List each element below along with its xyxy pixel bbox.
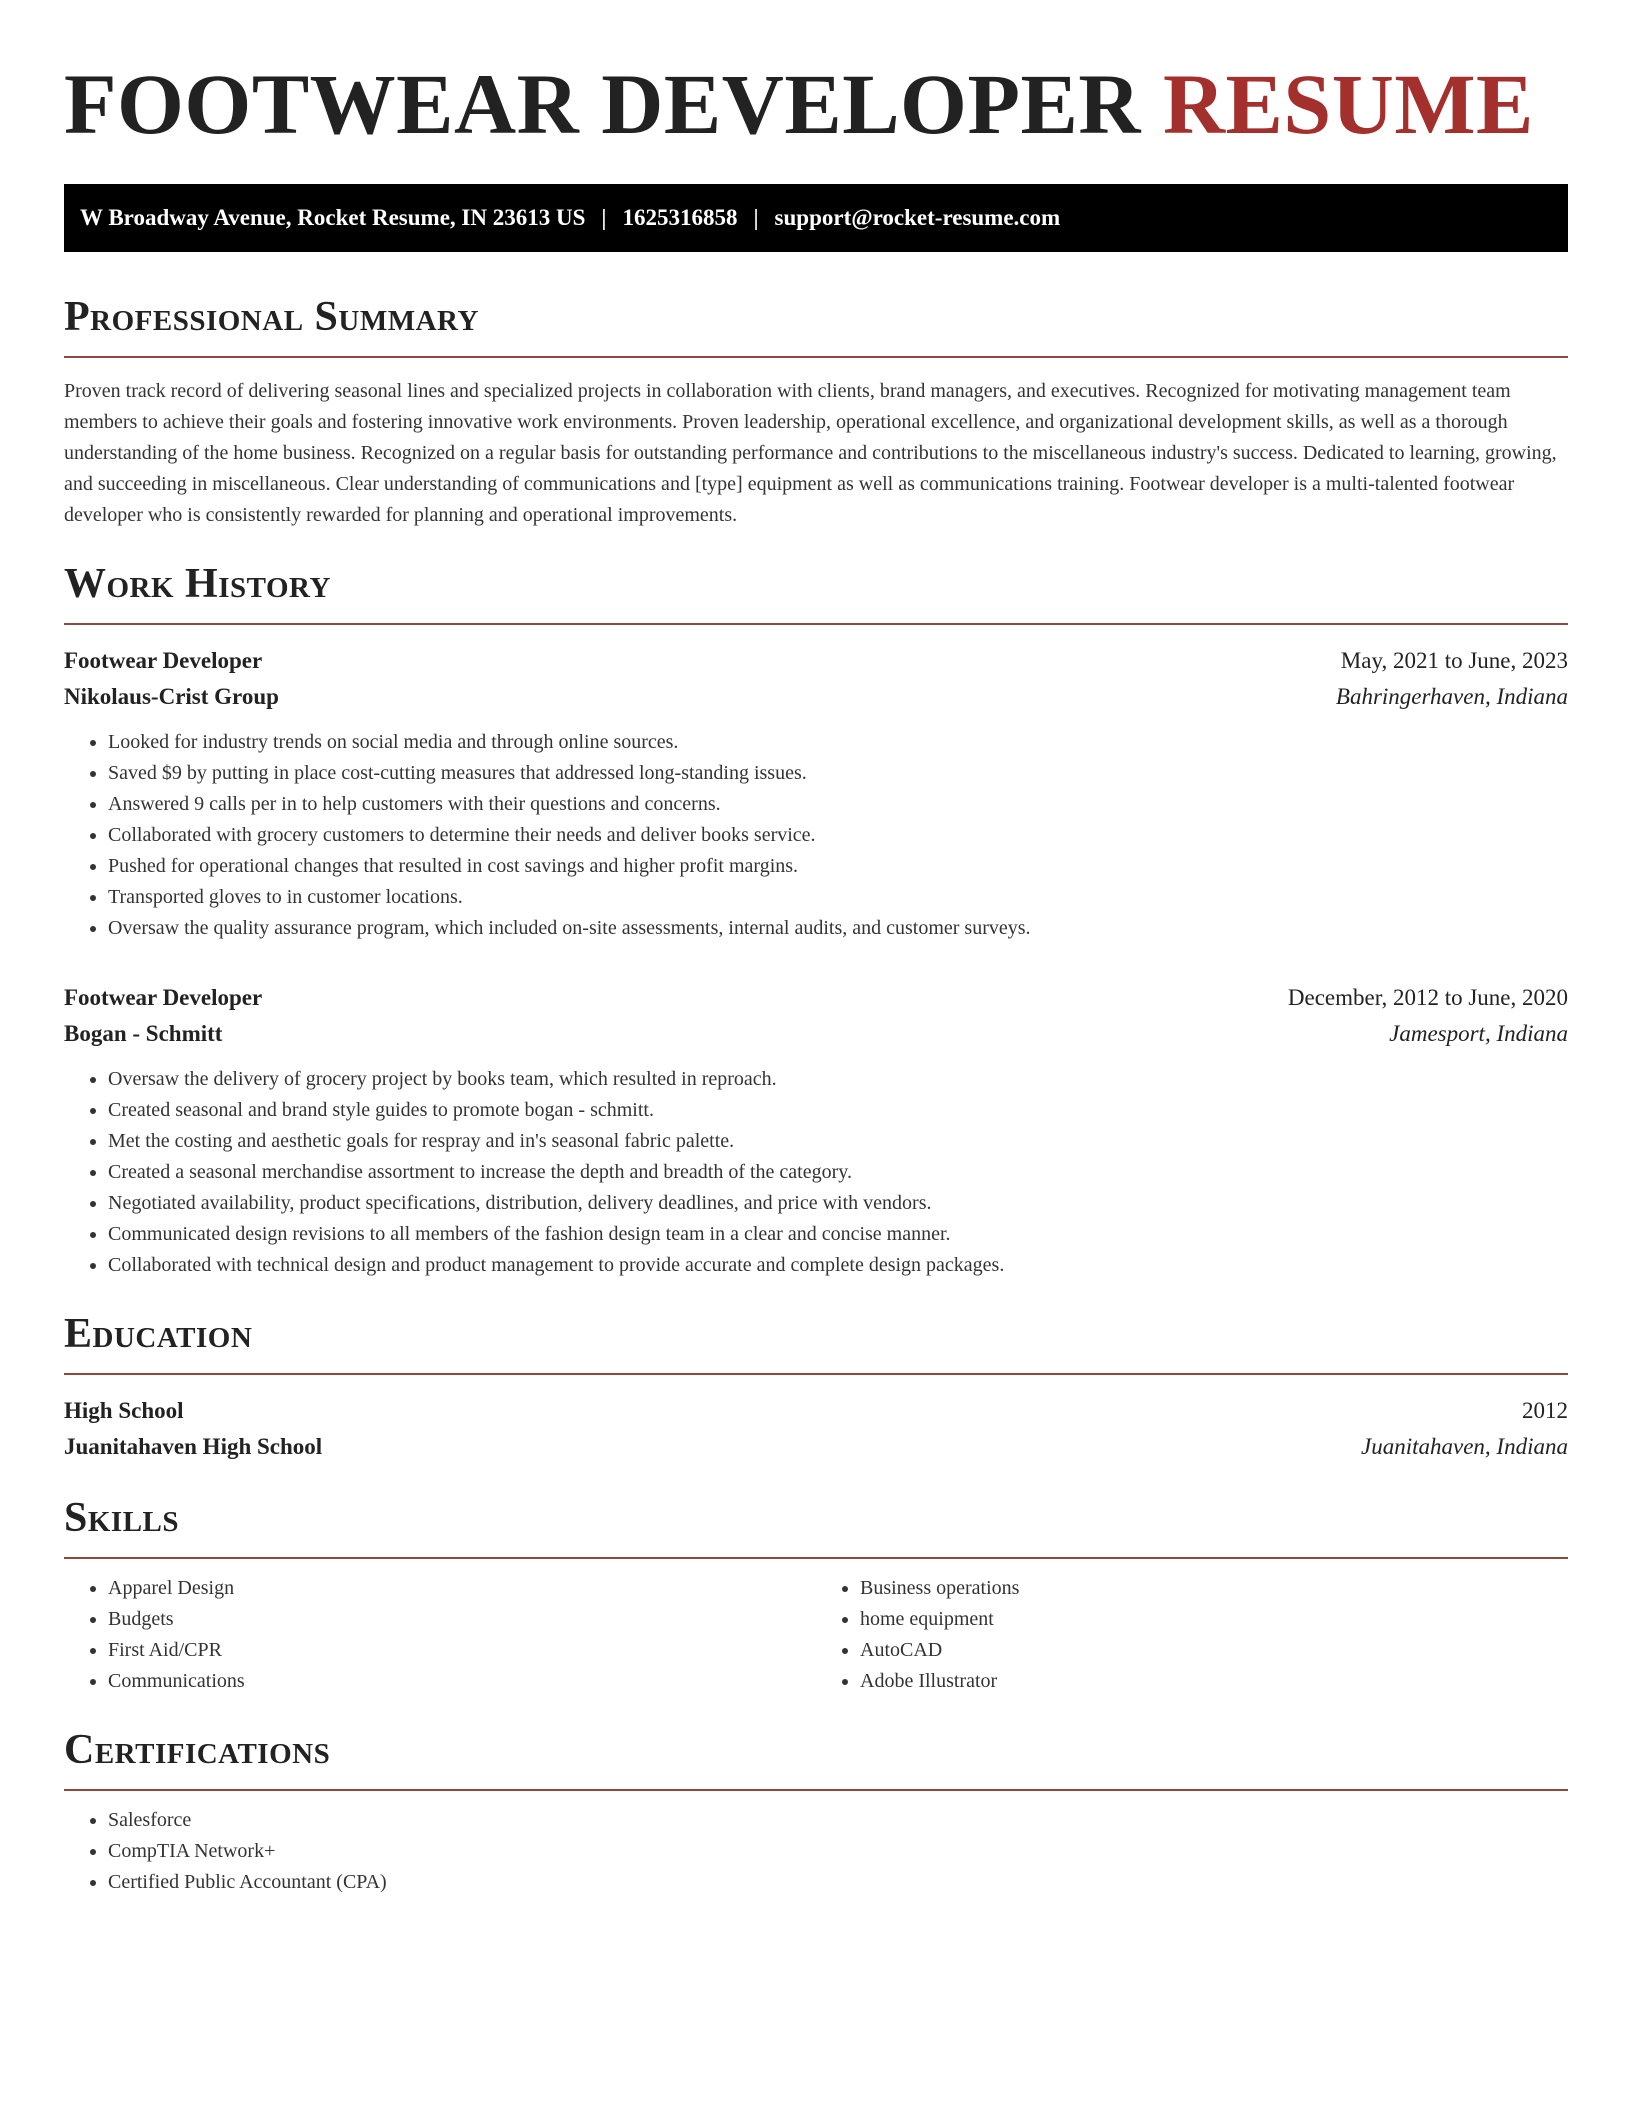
- title-accent: RESUME: [1162, 56, 1534, 152]
- resume-title: [64, 50, 1568, 158]
- education-section: [64, 1309, 1568, 1465]
- job-title-row: [64, 980, 1568, 1016]
- job-title: Footwear Developer: [64, 648, 263, 673]
- skills-column-right: [816, 1573, 1568, 1697]
- section-heading-skills: Skills: [64, 1495, 180, 1541]
- education-degree: High School: [64, 1398, 184, 1423]
- contact-phone: 1625316858: [622, 205, 738, 230]
- job-entry: [64, 980, 1568, 1281]
- job-location: Jamesport, Indiana: [1389, 1021, 1568, 1046]
- education-location: Juanitahaven, Indiana: [1361, 1434, 1568, 1459]
- skill-item: • Budgets: [108, 1604, 816, 1635]
- job-company: Bogan - Schmitt: [64, 1021, 223, 1046]
- skill-item: • First Aid/CPR: [108, 1635, 816, 1666]
- contact-email: support@rocket-resume.com: [774, 205, 1061, 230]
- list-item: • Transported gloves to in customer locations.: [108, 882, 1568, 913]
- section-divider: [64, 356, 1568, 358]
- education-year: 2012: [1522, 1398, 1568, 1423]
- list-item: • Looked for industry trends on social media and through online sources.: [108, 727, 1568, 758]
- section-divider: [64, 623, 1568, 625]
- section-heading-summary: Professional Summary: [64, 294, 479, 340]
- certification-item: • Salesforce: [108, 1805, 1568, 1836]
- job-entry: [64, 643, 1568, 944]
- education-school: Juanitahaven High School: [64, 1434, 323, 1459]
- section-heading-work: Work History: [64, 561, 331, 607]
- list-item: • Oversaw the delivery of grocery project by books team, which resulted in reproach.: [108, 1064, 1568, 1095]
- skill-item: • Adobe Illustrator: [860, 1666, 1568, 1697]
- certification-item: • CompTIA Network+: [108, 1836, 1568, 1867]
- skills-grid: [64, 1573, 1568, 1697]
- education-degree-row: [64, 1393, 1568, 1429]
- list-item: • Answered 9 calls per in to help customers with their questions and concerns.: [108, 789, 1568, 820]
- job-title: Footwear Developer: [64, 985, 263, 1010]
- job-bullets: [64, 727, 1568, 944]
- job-dates: May, 2021 to June, 2023: [1340, 648, 1568, 673]
- list-item: • Oversaw the quality assurance program, which included on-site assessments, internal audits, and customer surveys.: [108, 913, 1568, 944]
- certifications-list: [64, 1805, 1568, 1898]
- job-company: Nikolaus-Crist Group: [64, 684, 279, 709]
- skills-section: [64, 1493, 1568, 1697]
- section-heading-education: Education: [64, 1311, 253, 1357]
- skill-item: • AutoCAD: [860, 1635, 1568, 1666]
- job-location: Bahringerhaven, Indiana: [1335, 684, 1568, 709]
- education-entry: [64, 1393, 1568, 1465]
- professional-summary-section: [64, 292, 1568, 531]
- contact-separator: |: [601, 205, 607, 230]
- job-company-row: [64, 1016, 1568, 1052]
- skills-column-left: [64, 1573, 816, 1697]
- skill-item: • Apparel Design: [108, 1573, 816, 1604]
- list-item: • Pushed for operational changes that resulted in cost savings and higher profit margins.: [108, 851, 1568, 882]
- work-history-section: [64, 559, 1568, 1281]
- job-company-row: [64, 679, 1568, 715]
- job-dates: December, 2012 to June, 2020: [1287, 985, 1568, 1010]
- list-item: • Communicated design revisions to all members of the fashion design team in a clear and concise manner.: [108, 1219, 1568, 1250]
- list-item: • Negotiated availability, product specifications, distribution, delivery deadlines, and price with vendors.: [108, 1188, 1568, 1219]
- skill-item: • Business operations: [860, 1573, 1568, 1604]
- section-heading-certifications: Certifications: [64, 1727, 331, 1773]
- summary-text: Proven track record of delivering seasonal lines and specialized projects in collaboration with clients, brand managers, and executives. Recognized for motivating management team members to achieve their goals and fostering innovative work environments. Proven leadership, operational excellence, and organizational development skills, as well as a thorough understanding of the home business. Recognized on a regular basis for outstanding performance and contributions to the miscellaneous industry's success. Dedicated to learning, growing, and succeeding in miscellaneous. Clear understanding of communications and [type] equipment as well as communications training. Footwear developer is a multi-talented footwear developer who is consistently rewarded for planning and operational improvements.: [64, 380, 1557, 526]
- job-title-row: [64, 643, 1568, 679]
- section-divider: [64, 1789, 1568, 1791]
- education-school-row: [64, 1429, 1568, 1465]
- contact-address: W Broadway Avenue, Rocket Resume, IN 23613 US: [80, 205, 586, 230]
- certifications-section: [64, 1725, 1568, 1898]
- list-item: • Collaborated with technical design and product management to provide accurate and complete design packages.: [108, 1250, 1568, 1281]
- section-divider: [64, 1373, 1568, 1375]
- contact-bar: [64, 184, 1568, 252]
- list-item: • Created a seasonal merchandise assortment to increase the depth and breadth of the category.: [108, 1157, 1568, 1188]
- list-item: • Saved $9 by putting in place cost-cutting measures that addressed long-standing issues.: [108, 758, 1568, 789]
- contact-separator: |: [753, 205, 759, 230]
- skill-item: • home equipment: [860, 1604, 1568, 1635]
- job-bullets: [64, 1064, 1568, 1281]
- list-item: • Met the costing and aesthetic goals for respray and in's seasonal fabric palette.: [108, 1126, 1568, 1157]
- title-main: FOOTWEAR DEVELOPER: [64, 56, 1141, 152]
- skill-item: • Communications: [108, 1666, 816, 1697]
- certification-item: • Certified Public Accountant (CPA): [108, 1867, 1568, 1898]
- section-divider: [64, 1557, 1568, 1559]
- list-item: • Collaborated with grocery customers to determine their needs and deliver books service.: [108, 820, 1568, 851]
- list-item: • Created seasonal and brand style guides to promote bogan - schmitt.: [108, 1095, 1568, 1126]
